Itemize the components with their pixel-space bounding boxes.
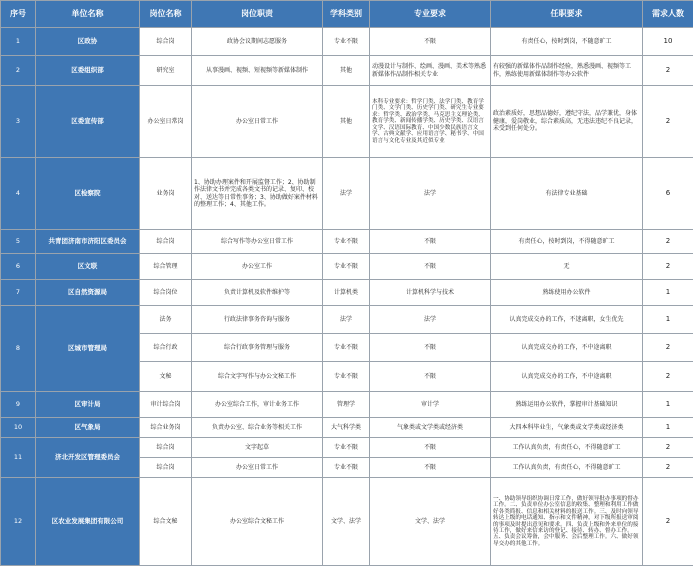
table-row — [1, 418, 693, 438]
headcount: 2 — [643, 478, 693, 566]
row-index: 11 — [1, 438, 36, 478]
row-index: 9 — [1, 392, 36, 418]
major-requirement: 不限 — [370, 230, 491, 254]
job-requirement: 认真完成交办的工作，不迷离职，女生优先 — [491, 306, 643, 334]
major-requirement: 不限 — [370, 458, 491, 478]
headcount: 10 — [643, 28, 693, 56]
row-index: 1 — [1, 28, 36, 56]
unit-name: 区检察院 — [36, 158, 140, 230]
post-duty: 从事漫画、视频、短视频等新媒体制作 — [192, 56, 323, 86]
headcount: 1 — [643, 306, 693, 334]
subject-category: 专业不限 — [323, 230, 370, 254]
headcount: 1 — [643, 392, 693, 418]
job-requirement: 工作认真负责，有责任心，不得随意旷工 — [491, 458, 643, 478]
table-row — [1, 158, 693, 230]
table-row — [1, 28, 693, 56]
job-requirement: 一、协助领导组织协调日常工作，做好领导批办事项的督办工作。二、负责单位办公室信息的收集、整理和利用工作做好各类简报、信息和相关材料的报送工作。三、及时向领导转达上级的电话通知、指示和文件精神，对下级所报送审阅的事项及时提出意见和要求。四、负责上级和外来单位的接待工作，做好来信来访的登记、接待、转办、督办工作。五、负责会议筹备，会中服务、会后整理工作。六、做好领导交办的其他工作。 — [491, 478, 643, 566]
post-duty: 办公室综合文秘工作 — [192, 478, 323, 566]
headcount: 2 — [643, 362, 693, 392]
subject-category: 法学 — [323, 158, 370, 230]
major-requirement: 不限 — [370, 28, 491, 56]
major-requirement: 不限 — [370, 438, 491, 458]
unit-name: 济北开发区管理委员会 — [36, 438, 140, 478]
unit-name: 区委宣传部 — [36, 86, 140, 158]
unit-name: 区政协 — [36, 28, 140, 56]
header-row — [1, 1, 693, 28]
headcount: 1 — [643, 280, 693, 306]
unit-name: 区委组织部 — [36, 56, 140, 86]
table-row — [1, 230, 693, 254]
post-duty: 负责计算机及软件维护等 — [192, 280, 323, 306]
table-row — [1, 280, 693, 306]
row-index: 6 — [1, 254, 36, 280]
major-requirement: 法学 — [370, 306, 491, 334]
major-requirement: 文学、法学 — [370, 478, 491, 566]
post-name: 综合岗 — [140, 230, 192, 254]
subject-category: 专业不限 — [323, 362, 370, 392]
job-requirement: 政治素质好，思想品德好，遵纪守法，品学兼优，身体健康，爱岗敬业，综合素质高，无违法违纪不良记录，未受到任何处分。 — [491, 86, 643, 158]
unit-name: 共青团济南市济阳区委员会 — [36, 230, 140, 254]
header-unit: 单位名称 — [36, 1, 140, 28]
post-name: 业务岗 — [140, 158, 192, 230]
row-index: 8 — [1, 306, 36, 392]
post-duty: 政协会议期间志愿服务 — [192, 28, 323, 56]
job-requirement: 工作认真负责，有责任心，不得随意旷工 — [491, 438, 643, 458]
header-count: 需求人数 — [643, 1, 693, 28]
table-row — [1, 306, 693, 334]
post-duty: 综合文字写作与办公文秘工作 — [192, 362, 323, 392]
post-duty: 综合写作等办公室日常工作 — [192, 230, 323, 254]
row-index: 10 — [1, 418, 36, 438]
subject-category: 专业不限 — [323, 334, 370, 362]
headcount: 2 — [643, 458, 693, 478]
job-requirement: 熟练使用办公软件 — [491, 280, 643, 306]
job-requirement: 有责任心，按时到岗，不得随意旷工 — [491, 230, 643, 254]
row-index: 4 — [1, 158, 36, 230]
table-row — [1, 254, 693, 280]
header-post: 岗位名称 — [140, 1, 192, 28]
row-index: 7 — [1, 280, 36, 306]
post-duty: 办公室综合工作，审计业务工作 — [192, 392, 323, 418]
header-requirement: 任职要求 — [491, 1, 643, 28]
major-requirement: 法学 — [370, 158, 491, 230]
job-requirement: 认真完成交办的工作，不中途离职 — [491, 362, 643, 392]
subject-category: 专业不限 — [323, 458, 370, 478]
job-requirement: 大四本科毕业生，气象类或文学类或经济类 — [491, 418, 643, 438]
subject-category: 其他 — [323, 56, 370, 86]
subject-category: 管理学 — [323, 392, 370, 418]
major-requirement: 审计学 — [370, 392, 491, 418]
post-name: 综合岗 — [140, 438, 192, 458]
subject-category: 法学 — [323, 306, 370, 334]
headcount: 2 — [643, 334, 693, 362]
row-index: 3 — [1, 86, 36, 158]
unit-name: 区文联 — [36, 254, 140, 280]
post-name: 综合岗 — [140, 28, 192, 56]
post-duty: 办公室日常工作 — [192, 86, 323, 158]
major-requirement: 本科专业要求：哲学门类、法学门类、教育学门类、文学门类、历史学门类、研究生专业要求：哲学类、政治学类、马克思主义理论类、教育学类、新闻传播学类、历史学类、汉语言文学、汉语国际教育、中国少数民族语言文学、古典文献学、应用语言学、秘书学、中国语言与文化专业及其近似专业 — [370, 86, 491, 158]
post-name: 办公室日常岗 — [140, 86, 192, 158]
table-row — [1, 478, 693, 566]
row-index: 5 — [1, 230, 36, 254]
subject-category: 计算机类 — [323, 280, 370, 306]
table-row — [1, 56, 693, 86]
post-name: 法务 — [140, 306, 192, 334]
headcount: 2 — [643, 56, 693, 86]
major-requirement: 动漫设计与制作、绘画、漫画、美术等熟悉新媒体作品制作相关专业 — [370, 56, 491, 86]
table-row — [1, 86, 693, 158]
major-requirement: 计算机科学与技术 — [370, 280, 491, 306]
major-requirement: 不限 — [370, 334, 491, 362]
row-index: 2 — [1, 56, 36, 86]
post-name: 综合业务岗 — [140, 418, 192, 438]
post-name: 综合岗 — [140, 458, 192, 478]
subject-category: 专业不限 — [323, 438, 370, 458]
post-name: 综合管理 — [140, 254, 192, 280]
headcount: 1 — [643, 418, 693, 438]
header-index: 序号 — [1, 1, 36, 28]
post-name: 研究室 — [140, 56, 192, 86]
job-requirement: 有责任心，按时到岗，不随意旷工 — [491, 28, 643, 56]
unit-name: 区审计局 — [36, 392, 140, 418]
headcount: 2 — [643, 230, 693, 254]
header-duty: 岗位职责 — [192, 1, 323, 28]
headcount: 2 — [643, 254, 693, 280]
subject-category: 专业不限 — [323, 254, 370, 280]
unit-name: 区气象局 — [36, 418, 140, 438]
header-major: 专业要求 — [370, 1, 491, 28]
major-requirement: 不限 — [370, 362, 491, 392]
post-duty: 负责办公室、综合业务等相关工作 — [192, 418, 323, 438]
post-duty: 综合行政事务管理与服务 — [192, 334, 323, 362]
unit-name: 区城市管理局 — [36, 306, 140, 392]
headcount: 2 — [643, 438, 693, 458]
post-name: 综合岗位 — [140, 280, 192, 306]
job-requirement: 认真完成交办的工作，不中途离职 — [491, 334, 643, 362]
job-requirement: 有法律专业基础 — [491, 158, 643, 230]
post-duty: 行政法律事务咨询与服务 — [192, 306, 323, 334]
unit-name: 区农业发展集团有限公司 — [36, 478, 140, 566]
subject-category: 专业不限 — [323, 28, 370, 56]
post-name: 审计综合岗 — [140, 392, 192, 418]
headcount: 6 — [643, 158, 693, 230]
unit-name: 区自然资源局 — [36, 280, 140, 306]
table-row — [1, 392, 693, 418]
subject-category: 其他 — [323, 86, 370, 158]
post-duty: 文字起草 — [192, 438, 323, 458]
subject-category: 大气科学类 — [323, 418, 370, 438]
table-row — [1, 438, 693, 458]
job-requirement: 熟练运用办公软件，掌握审计基础知识 — [491, 392, 643, 418]
post-duty: 办公室日常工作 — [192, 458, 323, 478]
post-duty: 1、协助办理案件和开展监督工作；2、协助制作法律文书并完成各类文书的记录、复印、校对、送达等日常性事务；3、协助做好案件材料的整理工作；4、其他工作。 — [192, 158, 323, 230]
post-name: 综合行政 — [140, 334, 192, 362]
post-duty: 办公室工作 — [192, 254, 323, 280]
subject-category: 文学、法学 — [323, 478, 370, 566]
job-requirement: 有较强的新媒体作品制作经验，熟悉漫画、视频等工作，熟练使用新媒体制作等办公软件 — [491, 56, 643, 86]
row-index: 12 — [1, 478, 36, 566]
post-name: 综合文秘 — [140, 478, 192, 566]
major-requirement: 不限 — [370, 254, 491, 280]
header-subject: 学科类别 — [323, 1, 370, 28]
headcount: 2 — [643, 86, 693, 158]
post-name: 文秘 — [140, 362, 192, 392]
job-requirement: 无 — [491, 254, 643, 280]
major-requirement: 气象类或文学类或经济类 — [370, 418, 491, 438]
